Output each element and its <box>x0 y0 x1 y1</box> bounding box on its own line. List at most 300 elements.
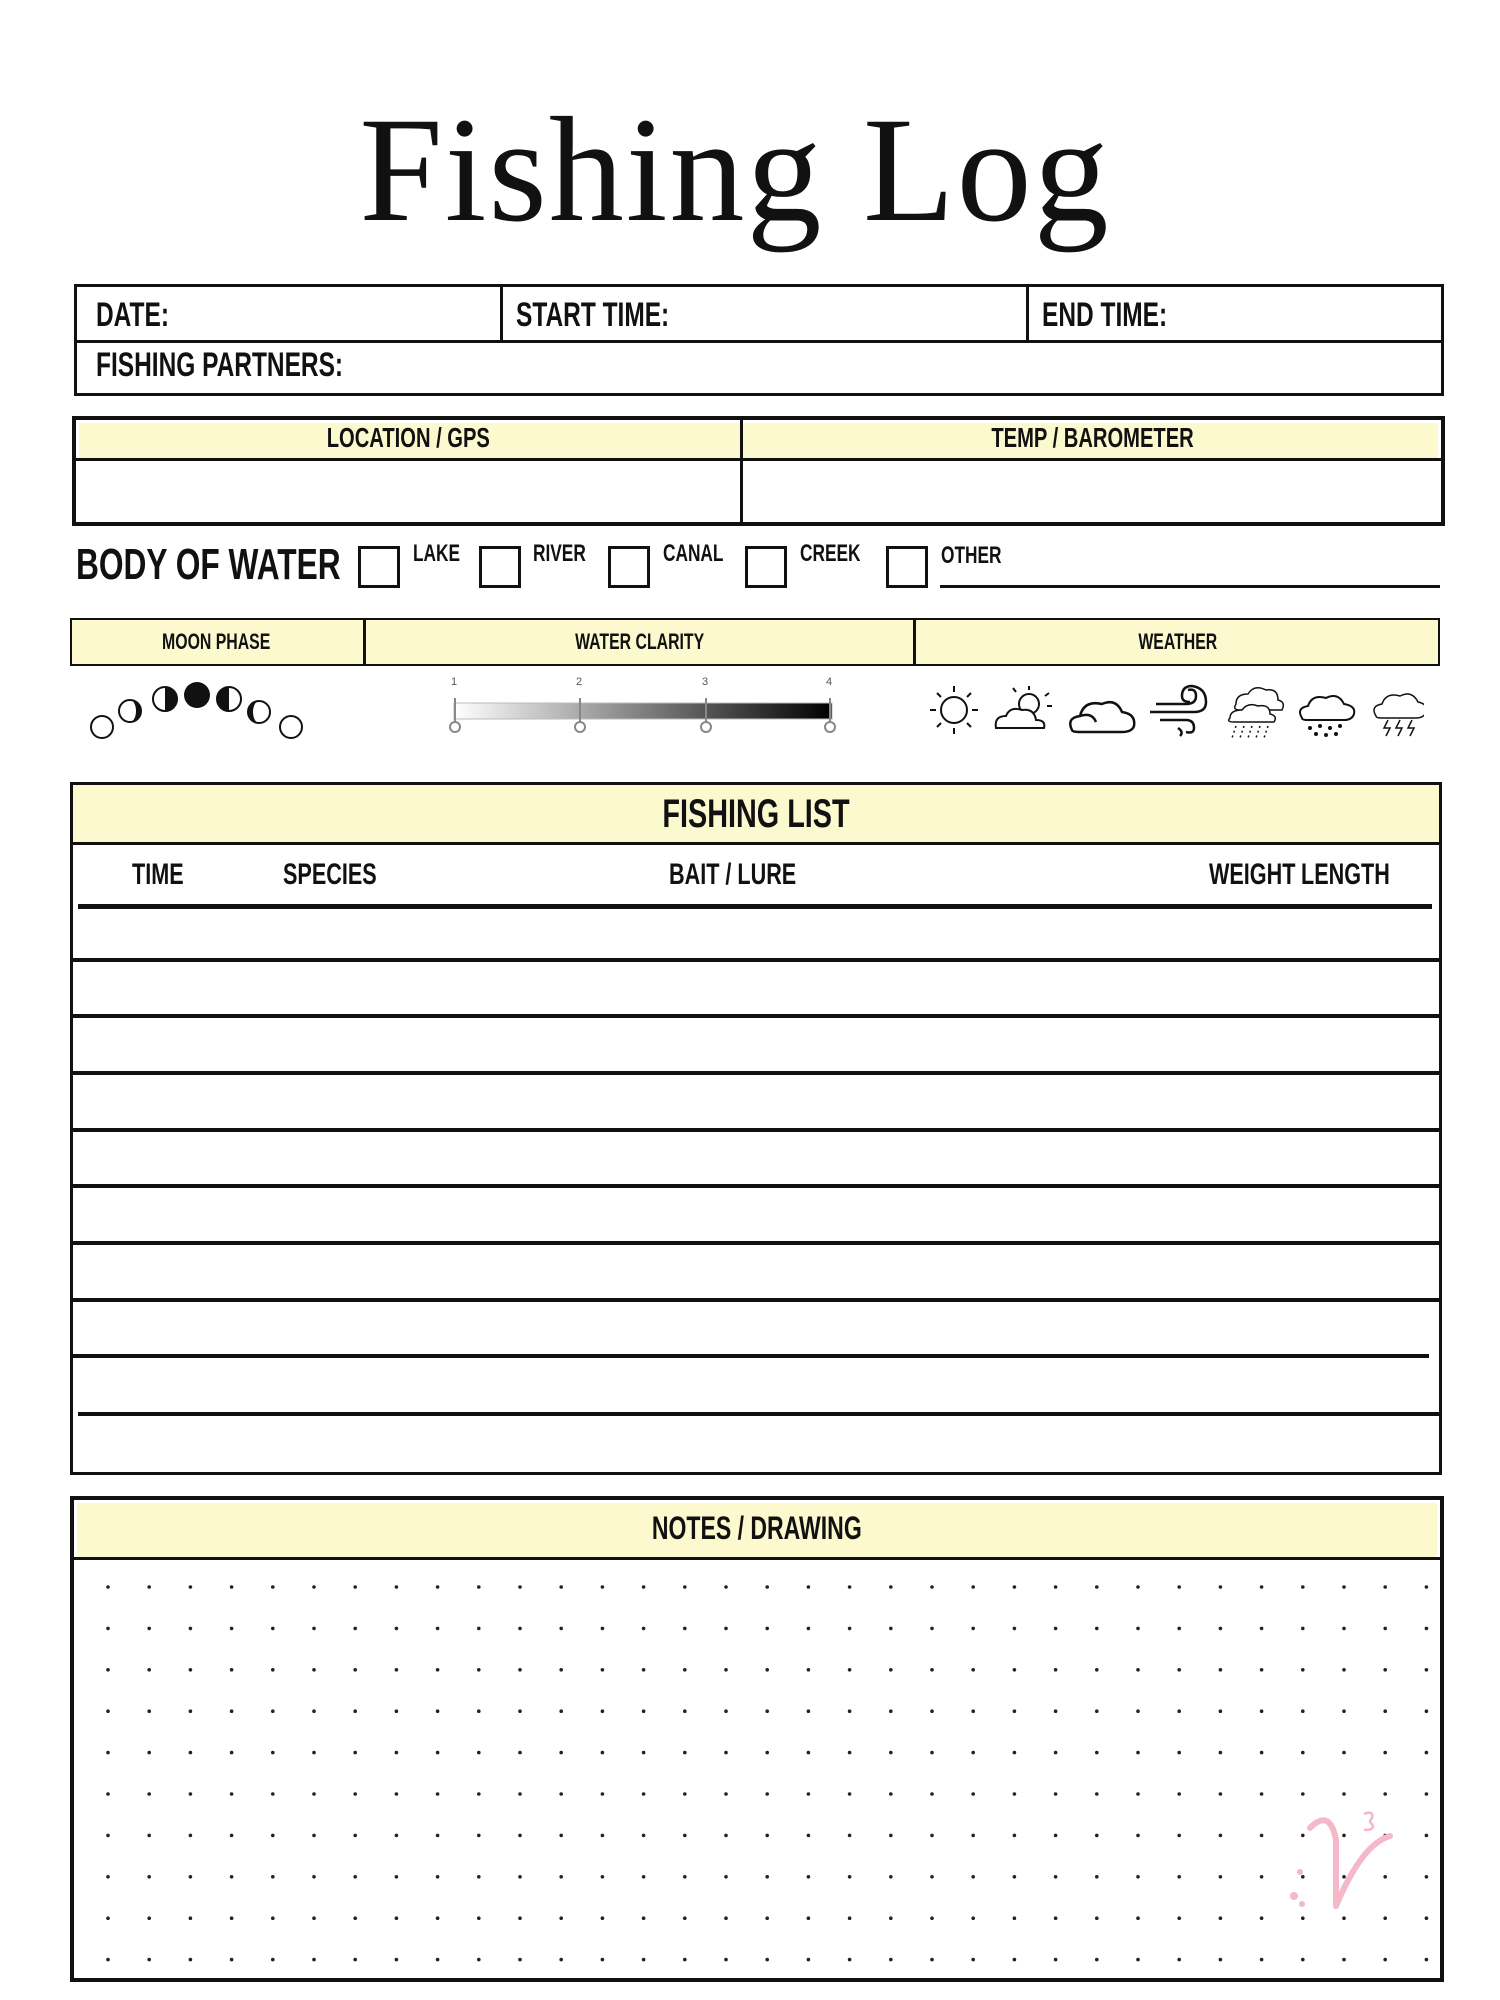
grid-dot <box>971 1751 975 1755</box>
grid-dot <box>189 1958 193 1962</box>
table-row[interactable] <box>73 1298 1439 1302</box>
grid-dot <box>559 1958 563 1962</box>
grid-dot <box>971 1792 975 1796</box>
divider <box>1026 284 1029 342</box>
grid-dot <box>971 1668 975 1672</box>
grid-dot <box>1177 1709 1181 1713</box>
grid-dot <box>559 1792 563 1796</box>
grid-dot <box>807 1668 811 1672</box>
cloudy-icon[interactable] <box>1070 702 1134 732</box>
grid-dot <box>1095 1668 1099 1672</box>
divider <box>74 458 1444 461</box>
grid-dot <box>601 1834 605 1838</box>
grid-dot <box>724 1792 728 1796</box>
grid-dot <box>189 1834 193 1838</box>
grid-dot <box>271 1751 275 1755</box>
grid-dot <box>601 1585 605 1589</box>
grid-dot <box>1177 1751 1181 1755</box>
grid-dot <box>1136 1627 1140 1631</box>
clarity-tick-label: 1 <box>451 676 458 688</box>
grid-dot <box>765 1668 769 1672</box>
water-clarity-header: WATER CLARITY <box>574 629 705 654</box>
grid-dot <box>1136 1668 1140 1672</box>
grid-dot <box>1219 1875 1223 1879</box>
grid-dot <box>971 1875 975 1879</box>
grid-dot <box>1425 1792 1429 1796</box>
grid-dot <box>271 1668 275 1672</box>
grid-dot <box>889 1585 893 1589</box>
grid-dot <box>683 1834 687 1838</box>
grid-dot <box>312 1585 316 1589</box>
other-checkbox[interactable] <box>886 546 928 588</box>
grid-dot <box>1095 1875 1099 1879</box>
grid-dot <box>559 1751 563 1755</box>
body-of-water-label: BODY OF WATER <box>76 540 341 589</box>
grid-dot <box>436 1875 440 1879</box>
divider <box>72 842 1440 845</box>
grid-dot <box>147 1585 151 1589</box>
grid-dot <box>601 1627 605 1631</box>
grid-dot <box>1013 1627 1017 1631</box>
moon-new-icon[interactable] <box>91 716 113 738</box>
fishing-list-title: FISHING LIST <box>662 792 850 836</box>
grid-dot <box>1260 1627 1264 1631</box>
grid-dot <box>724 1668 728 1672</box>
table-row[interactable] <box>73 1071 1439 1075</box>
column-bait-lure: BAIT / LURE <box>669 858 797 891</box>
grid-dot <box>601 1709 605 1713</box>
grid-dot <box>436 1792 440 1796</box>
grid-dot <box>1177 1627 1181 1631</box>
grid-dot <box>147 1916 151 1920</box>
grid-dot <box>1301 1709 1305 1713</box>
grid-dot <box>189 1875 193 1879</box>
canal-checkbox[interactable] <box>608 546 650 588</box>
grid-dot <box>312 1958 316 1962</box>
grid-dot <box>1219 1627 1223 1631</box>
grid-dot <box>889 1751 893 1755</box>
grid-dot <box>765 1916 769 1920</box>
grid-dot <box>518 1792 522 1796</box>
grid-dot <box>1177 1958 1181 1962</box>
grid-dot <box>1219 1916 1223 1920</box>
grid-dot <box>848 1585 852 1589</box>
grid-dot <box>1013 1585 1017 1589</box>
grid-dot <box>1342 1958 1346 1962</box>
start-time-field[interactable]: START TIME: <box>516 296 670 334</box>
moon-new-icon[interactable] <box>280 716 302 738</box>
grid-dot <box>353 1627 357 1631</box>
grid-dot <box>971 1958 975 1962</box>
grid-dot <box>1301 1627 1305 1631</box>
grid-dot <box>436 1958 440 1962</box>
grid-dot <box>1260 1875 1264 1879</box>
grid-dot <box>518 1751 522 1755</box>
grid-dot <box>930 1834 934 1838</box>
grid-dot <box>930 1792 934 1796</box>
grid-dot <box>230 1751 234 1755</box>
grid-dot <box>1342 1627 1346 1631</box>
grid-dot <box>724 1958 728 1962</box>
grid-dot <box>642 1585 646 1589</box>
grid-dot <box>1136 1834 1140 1838</box>
grid-dot <box>765 1585 769 1589</box>
grid-dot <box>765 1958 769 1962</box>
grid-dot <box>312 1792 316 1796</box>
grid-dot <box>765 1792 769 1796</box>
grid-dot <box>971 1627 975 1631</box>
windy-icon[interactable] <box>1150 686 1206 736</box>
grid-dot <box>518 1709 522 1713</box>
grid-dot <box>848 1958 852 1962</box>
grid-dot <box>1383 1958 1387 1962</box>
grid-dot <box>147 1875 151 1879</box>
grid-dot <box>1136 1709 1140 1713</box>
grid-dot <box>106 1751 110 1755</box>
clarity-tick-label: 4 <box>826 676 833 688</box>
column-header-rule <box>78 904 1432 909</box>
grid-dot <box>683 1751 687 1755</box>
thunderstorm-icon[interactable] <box>1374 694 1424 736</box>
grid-dot <box>807 1751 811 1755</box>
grid-dot <box>147 1627 151 1631</box>
moon-first-quarter-icon[interactable] <box>153 687 177 711</box>
grid-dot <box>353 1834 357 1838</box>
grid-dot <box>395 1958 399 1962</box>
grid-dot <box>1425 1958 1429 1962</box>
grid-dot <box>1342 1668 1346 1672</box>
grid-dot <box>1425 1627 1429 1631</box>
moon-last-quarter-icon[interactable] <box>217 687 241 711</box>
grid-dot <box>1136 1585 1140 1589</box>
grid-dot <box>106 1709 110 1713</box>
grid-dot <box>1260 1958 1264 1962</box>
grid-dot <box>106 1668 110 1672</box>
grid-dot <box>765 1627 769 1631</box>
grid-dot <box>189 1751 193 1755</box>
grid-dot <box>477 1834 481 1838</box>
grid-dot <box>930 1875 934 1879</box>
grid-dot <box>1219 1958 1223 1962</box>
grid-dot <box>1260 1834 1264 1838</box>
grid-dot <box>889 1709 893 1713</box>
grid-dot <box>930 1627 934 1631</box>
grid-dot <box>1054 1668 1058 1672</box>
grid-dot <box>395 1585 399 1589</box>
table-row[interactable] <box>73 958 1439 962</box>
grid-dot <box>230 1585 234 1589</box>
grid-dot <box>436 1709 440 1713</box>
grid-dot <box>724 1627 728 1631</box>
grid-dot <box>1095 1958 1099 1962</box>
grid-dot <box>683 1958 687 1962</box>
grid-dot <box>889 1834 893 1838</box>
grid-dot <box>559 1585 563 1589</box>
grid-dot <box>230 1834 234 1838</box>
table-row[interactable] <box>73 1241 1439 1245</box>
grid-dot <box>518 1834 522 1838</box>
grid-dot <box>436 1751 440 1755</box>
grid-dot <box>642 1668 646 1672</box>
grid-dot <box>1383 1668 1387 1672</box>
grid-dot <box>930 1709 934 1713</box>
divider <box>500 284 503 342</box>
grid-dot <box>1219 1709 1223 1713</box>
grid-dot <box>271 1958 275 1962</box>
grid-dot <box>1054 1751 1058 1755</box>
clarity-tick-label: 2 <box>576 676 583 688</box>
grid-dot <box>683 1709 687 1713</box>
location-gps-input[interactable] <box>78 462 738 522</box>
grid-dot <box>1425 1834 1429 1838</box>
grid-dot <box>683 1585 687 1589</box>
fishing-partners-field[interactable]: FISHING PARTNERS: <box>96 346 344 384</box>
grid-dot <box>889 1792 893 1796</box>
grid-dot <box>1260 1668 1264 1672</box>
location-gps-header: LOCATION / GPS <box>326 422 490 453</box>
grid-dot <box>1136 1875 1140 1879</box>
grid-dot <box>1095 1627 1099 1631</box>
grid-dot <box>395 1834 399 1838</box>
grid-dot <box>683 1792 687 1796</box>
grid-dot <box>1054 1958 1058 1962</box>
river-label: RIVER <box>533 540 586 567</box>
grid-dot <box>395 1751 399 1755</box>
grid-dot <box>1383 1751 1387 1755</box>
grid-dot <box>106 1792 110 1796</box>
grid-dot <box>889 1875 893 1879</box>
grid-dot <box>807 1792 811 1796</box>
end-time-field[interactable]: END TIME: <box>1042 296 1168 334</box>
grid-dot <box>807 1585 811 1589</box>
grid-dot <box>601 1792 605 1796</box>
grid-dot <box>559 1709 563 1713</box>
grid-dot <box>271 1709 275 1713</box>
grid-dot <box>312 1668 316 1672</box>
dot-grid-drawing-area[interactable] <box>76 1562 1438 1976</box>
grid-dot <box>807 1834 811 1838</box>
river-checkbox[interactable] <box>479 546 521 588</box>
grid-dot <box>147 1668 151 1672</box>
grid-dot <box>724 1751 728 1755</box>
grid-dot <box>1136 1916 1140 1920</box>
grid-dot <box>106 1875 110 1879</box>
grid-dot <box>930 1751 934 1755</box>
weather-header: WEATHER <box>1138 629 1218 654</box>
grid-dot <box>147 1834 151 1838</box>
moon-waxing-crescent-icon[interactable] <box>119 700 141 722</box>
grid-dot <box>353 1916 357 1920</box>
column-weight: WEIGHT <box>1209 858 1296 891</box>
grid-dot <box>1301 1792 1305 1796</box>
grid-dot <box>1342 1792 1346 1796</box>
grid-dot <box>930 1958 934 1962</box>
grid-dot <box>230 1709 234 1713</box>
grid-dot <box>642 1627 646 1631</box>
grid-dot <box>230 1875 234 1879</box>
grid-dot <box>889 1958 893 1962</box>
canal-label: CANAL <box>663 540 724 567</box>
lake-label: LAKE <box>413 540 461 567</box>
grid-dot <box>477 1792 481 1796</box>
grid-dot <box>1013 1792 1017 1796</box>
grid-dot <box>765 1751 769 1755</box>
grid-dot <box>1136 1792 1140 1796</box>
grid-dot <box>1054 1627 1058 1631</box>
grid-dot <box>642 1958 646 1962</box>
grid-dot <box>765 1709 769 1713</box>
grid-dot <box>1219 1751 1223 1755</box>
sun-icon[interactable] <box>930 686 978 734</box>
grid-dot <box>189 1668 193 1672</box>
grid-dot <box>724 1875 728 1879</box>
brand-logo-icon <box>1278 1800 1408 1930</box>
grid-dot <box>477 1958 481 1962</box>
clarity-tick-label: 3 <box>702 676 709 688</box>
grid-dot <box>271 1585 275 1589</box>
grid-dot <box>395 1709 399 1713</box>
other-write-in-line[interactable] <box>940 585 1440 588</box>
table-row[interactable] <box>73 1128 1439 1132</box>
grid-dot <box>312 1834 316 1838</box>
grid-dot <box>848 1834 852 1838</box>
grid-dot <box>601 1875 605 1879</box>
grid-dot <box>765 1834 769 1838</box>
grid-dot <box>106 1916 110 1920</box>
divider <box>74 1557 1440 1560</box>
grid-dot <box>436 1668 440 1672</box>
grid-dot <box>1301 1958 1305 1962</box>
grid-dot <box>601 1751 605 1755</box>
grid-dot <box>106 1585 110 1589</box>
grid-dot <box>1054 1585 1058 1589</box>
grid-dot <box>518 1916 522 1920</box>
grid-dot <box>1383 1792 1387 1796</box>
partly-cloudy-icon[interactable] <box>996 686 1052 728</box>
grid-dot <box>395 1875 399 1879</box>
lake-checkbox[interactable] <box>358 546 400 588</box>
grid-dot <box>1095 1585 1099 1589</box>
grid-dot <box>436 1627 440 1631</box>
grid-dot <box>642 1751 646 1755</box>
grid-dot <box>436 1834 440 1838</box>
table-row[interactable] <box>73 1184 1439 1188</box>
grid-dot <box>1425 1875 1429 1879</box>
grid-dot <box>642 1875 646 1879</box>
table-row[interactable] <box>73 1014 1439 1018</box>
grid-dot <box>353 1751 357 1755</box>
grid-dot <box>1054 1916 1058 1920</box>
grid-dot <box>807 1958 811 1962</box>
grid-dot <box>477 1709 481 1713</box>
date-field[interactable]: DATE: <box>96 296 169 334</box>
grid-dot <box>1013 1834 1017 1838</box>
grid-dot <box>889 1627 893 1631</box>
grid-dot <box>395 1916 399 1920</box>
grid-dot <box>848 1627 852 1631</box>
grid-dot <box>848 1875 852 1879</box>
grid-dot <box>312 1751 316 1755</box>
grid-dot <box>189 1916 193 1920</box>
grid-dot <box>971 1916 975 1920</box>
grid-dot <box>848 1916 852 1920</box>
grid-dot <box>477 1668 481 1672</box>
grid-dot <box>1342 1585 1346 1589</box>
grid-dot <box>106 1627 110 1631</box>
grid-dot <box>1013 1751 1017 1755</box>
grid-dot <box>1219 1668 1223 1672</box>
moon-full-icon[interactable] <box>184 682 210 708</box>
grid-dot <box>683 1627 687 1631</box>
grid-dot <box>230 1668 234 1672</box>
grid-dot <box>1095 1792 1099 1796</box>
grid-dot <box>1136 1751 1140 1755</box>
moon-waning-crescent-icon[interactable] <box>248 701 270 723</box>
grid-dot <box>1177 1668 1181 1672</box>
snow-icon[interactable] <box>1300 696 1354 737</box>
divider <box>74 340 1444 343</box>
grid-dot <box>312 1916 316 1920</box>
grid-dot <box>1219 1834 1223 1838</box>
grid-dot <box>848 1792 852 1796</box>
grid-dot <box>1219 1585 1223 1589</box>
grid-dot <box>1013 1916 1017 1920</box>
grid-dot <box>353 1668 357 1672</box>
table-row[interactable] <box>73 1354 1429 1358</box>
grid-dot <box>1260 1585 1264 1589</box>
grid-dot <box>765 1875 769 1879</box>
temp-barometer-input[interactable] <box>745 462 1441 522</box>
grid-dot <box>518 1875 522 1879</box>
water-clarity-slider[interactable] <box>448 676 840 738</box>
grid-dot <box>1301 1668 1305 1672</box>
grid-dot <box>147 1792 151 1796</box>
grid-dot <box>147 1958 151 1962</box>
table-row[interactable] <box>78 1412 1439 1416</box>
grid-dot <box>436 1585 440 1589</box>
grid-dot <box>1260 1709 1264 1713</box>
grid-dot <box>230 1958 234 1962</box>
grid-dot <box>1013 1875 1017 1879</box>
grid-dot <box>477 1916 481 1920</box>
grid-dot <box>848 1709 852 1713</box>
grid-dot <box>559 1916 563 1920</box>
grid-dot <box>642 1792 646 1796</box>
grid-dot <box>1054 1709 1058 1713</box>
grid-dot <box>518 1627 522 1631</box>
temp-barometer-header: TEMP / BAROMETER <box>991 422 1195 453</box>
grid-dot <box>518 1668 522 1672</box>
grid-dot <box>271 1834 275 1838</box>
grid-dot <box>1013 1709 1017 1713</box>
grid-dot <box>601 1916 605 1920</box>
grid-dot <box>930 1585 934 1589</box>
grid-dot <box>1383 1709 1387 1713</box>
grid-dot <box>807 1709 811 1713</box>
grid-dot <box>807 1875 811 1879</box>
grid-dot <box>1095 1751 1099 1755</box>
grid-dot <box>436 1916 440 1920</box>
grid-dot <box>1342 1751 1346 1755</box>
grid-dot <box>1425 1709 1429 1713</box>
rain-icon[interactable] <box>1229 688 1284 738</box>
grid-dot <box>1260 1916 1264 1920</box>
creek-checkbox[interactable] <box>745 546 787 588</box>
grid-dot <box>271 1916 275 1920</box>
grid-dot <box>230 1792 234 1796</box>
grid-dot <box>518 1958 522 1962</box>
grid-dot <box>683 1916 687 1920</box>
